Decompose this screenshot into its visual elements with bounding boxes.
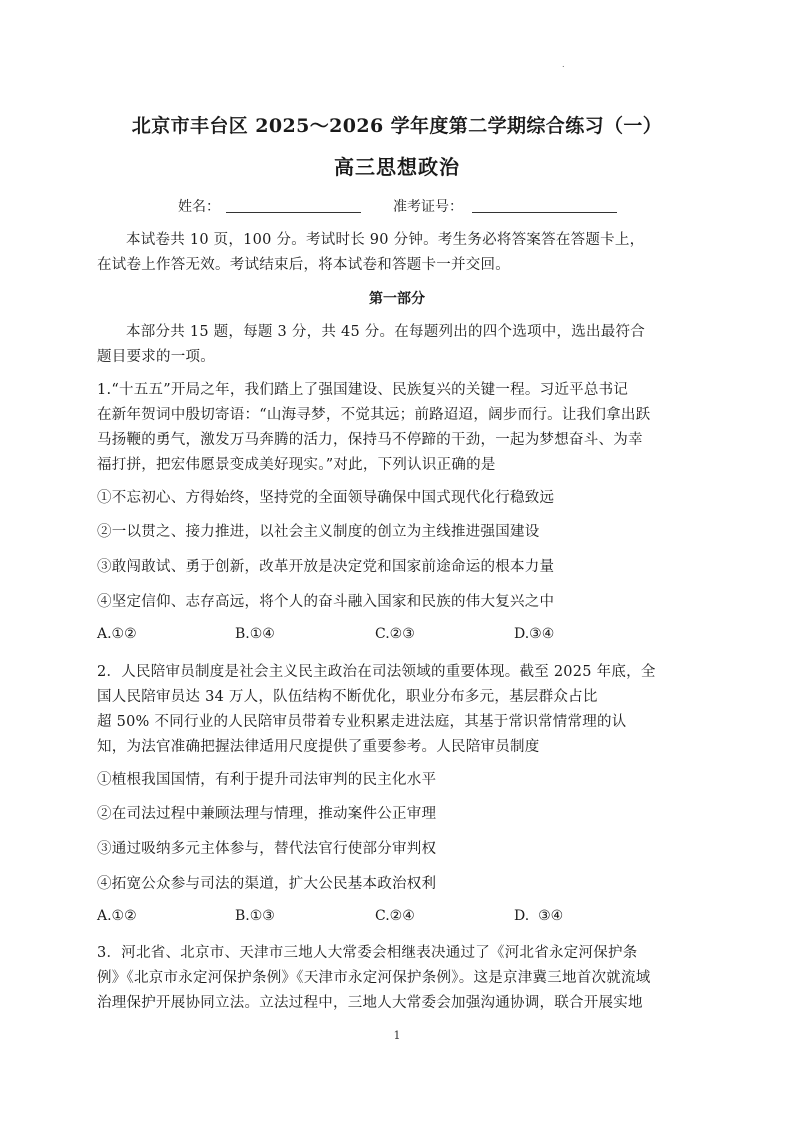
- q1-option-d[interactable]: D.③④: [514, 626, 555, 642]
- name-label: 姓名：: [178, 199, 220, 215]
- q2-statement-3: ③通过吸纳多元主体参与，替代法官行使部分审判权: [97, 841, 437, 857]
- name-blank[interactable]: [226, 194, 361, 213]
- q1-stem-line: 在新年贺词中殷切寄语：“山海寻梦，不觉其远；前路迢迢，阔步而行。让我们拿出跃: [97, 407, 651, 423]
- q2-statement-1: ①植根我国国情，有利于提升司法审判的民主化水平: [97, 772, 437, 788]
- q1-statement-3: ③敢闯敢试、勇于创新，改革开放是决定党和国家前途命运的根本力量: [97, 559, 555, 575]
- q2-option-d[interactable]: D. ③④: [514, 908, 564, 924]
- q2-stem-line: 国人民陪审员达 34 万人，队伍结构不断优化，职业分布多元，基层群众占比: [97, 689, 598, 705]
- q1-option-c[interactable]: C.②③: [375, 626, 415, 642]
- q2-statement-2: ②在司法过程中兼顾法理与情理，推动案件公正审理: [97, 806, 437, 822]
- q1-statement-2: ②一以贯之、接力推进，以社会主义制度的创立为主线推进强国建设: [97, 524, 540, 540]
- q1-stem-line: 1.“十五五”开局之年，我们踏上了强国建设、民族复兴的关键一程。习近平总书记: [97, 382, 629, 398]
- q2-option-c[interactable]: C.②④: [375, 908, 415, 924]
- q2-stem-line: 知，为法官准确把握法律适用尺度提供了重要参考。人民陪审员制度: [97, 739, 540, 755]
- q2-stem-line: 超 50% 不同行业的人民陪审员带着专业积累走进法庭，其基于常识常情常理的认: [97, 714, 627, 730]
- subject-title: 高三思想政治: [334, 155, 460, 179]
- q1-option-b[interactable]: B.①④: [235, 626, 275, 642]
- q1-statement-4: ④坚定信仰、志存高远，将个人的奋斗融入国家和民族的伟大复兴之中: [97, 594, 555, 610]
- q2-option-a[interactable]: A.①②: [97, 908, 137, 924]
- q3-stem-line: 例》《北京市永定河保护条例》《天津市永定河保护条例》。这是京津冀三地首次就流域: [97, 970, 651, 986]
- q1-option-a[interactable]: A.①②: [97, 626, 137, 642]
- q1-stem-line: 福打拼，把宏伟愿景变成美好现实。”对此，下列认识正确的是: [97, 457, 496, 473]
- q2-stem-line: 2．人民陪审员制度是社会主义民主政治在司法领域的重要体现。截至 2025 年底，全: [97, 664, 656, 680]
- q2-statement-4: ④拓宽公众参与司法的渠道，扩大公民基本政治权利: [97, 876, 437, 892]
- instruction-line: 在试卷上作答无效。考试结束后，将本试卷和答题卡一并交回。: [97, 257, 510, 273]
- exam-title: 北京市丰台区 2025～2026 学年度第二学期综合练习（一）: [131, 115, 663, 137]
- part-heading: 第一部分: [369, 291, 425, 307]
- q3-stem-line: 3．河北省、北京市、天津市三地人大常委会相继表决通过了《河北省永定河保护条: [97, 945, 638, 961]
- corner-dot: .: [562, 60, 565, 69]
- page-number: 1: [393, 1029, 401, 1042]
- part-intro-line: 本部分共 15 题，每题 3 分，共 45 分。在每题列出的四个选项中，选出最符合: [126, 324, 646, 340]
- part-intro-line: 题目要求的一项。: [97, 349, 215, 365]
- q3-stem-line: 治理保护开展协同立法。立法过程中，三地人大常委会加强沟通协调，联合开展实地: [97, 995, 643, 1011]
- exam-id-blank[interactable]: [472, 194, 617, 213]
- q1-stem-line: 马扬鞭的勇气，激发万马奔腾的活力，保持马不停蹄的干劲，一起为梦想奋斗、为幸: [97, 432, 643, 448]
- exam-id-label: 准考证号：: [393, 199, 463, 215]
- q1-statement-1: ①不忘初心、方得始终，坚持党的全面领导确保中国式现代化行稳致远: [97, 490, 555, 506]
- q2-option-b[interactable]: B.①③: [235, 908, 275, 924]
- instruction-line: 本试卷共 10 页，100 分。考试时长 90 分钟。考生务必将答案答在答题卡上，: [126, 232, 645, 248]
